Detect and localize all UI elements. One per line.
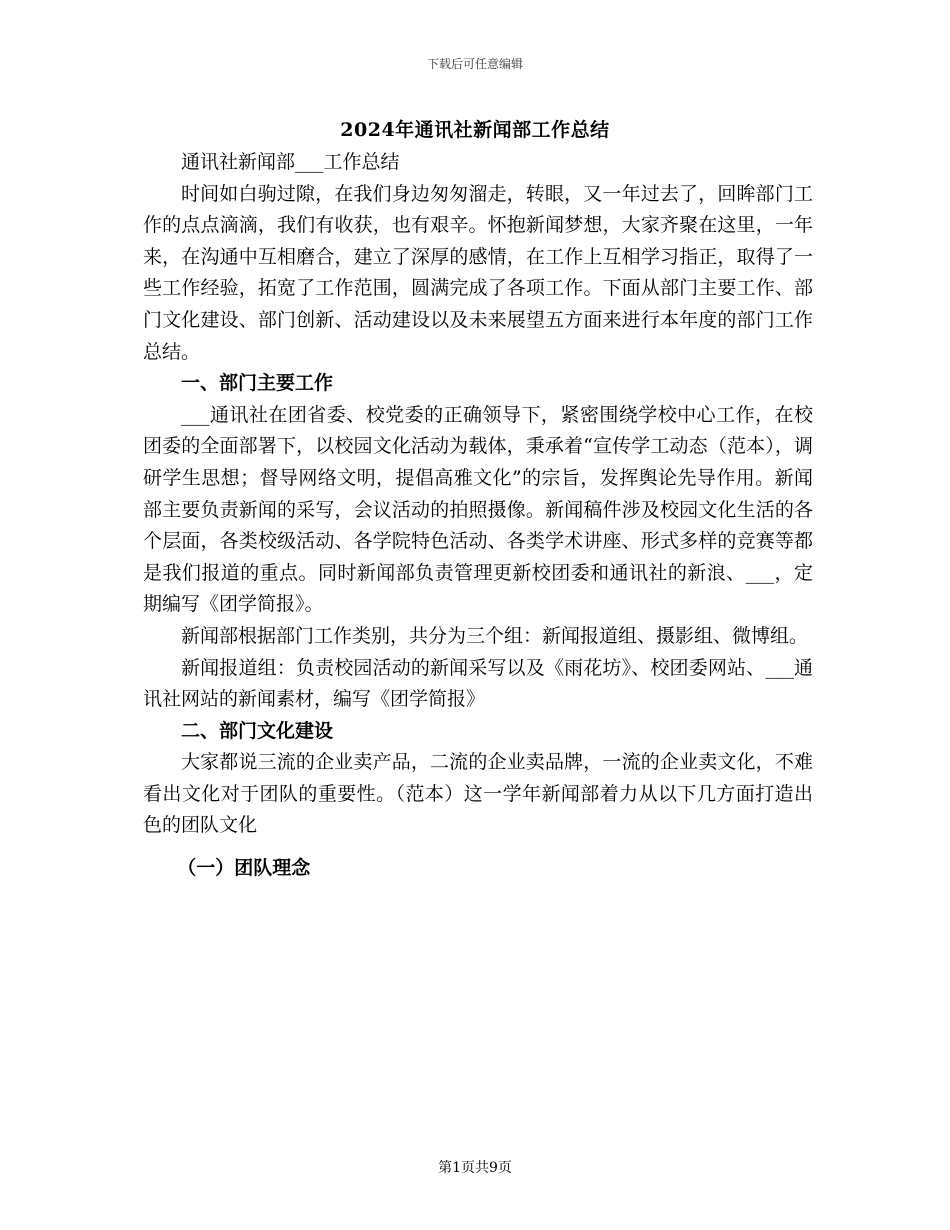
document-title: 2024年通讯社新闻部工作总结 <box>340 119 610 141</box>
section-heading-culture: 二、部门文化建设 <box>181 719 334 742</box>
intro-paragraph: 时间如白驹过隙，在我们身边匆匆溜走，转眼，又一年过去了，回眸部门工作的点点滴滴，我们有收获，也有艰辛。怀抱新闻梦想，大家齐聚在这里，一年来，在沟通中互相磨合，建立了深厚的感情，在工作上互相学习指正，取得了一些工作经验，拓宽了工作范围，圆满完成了各项工作。下面从部门主要工作、部门文化建设、部门创新、活动建设以及未来展望五方面来进行本年度的部门工作总结。 <box>143 182 813 363</box>
paragraph-groups: 新闻部根据部门工作类别，共分为三个组：新闻报道组、摄影组、微博组。 <box>181 624 809 647</box>
document-body <box>143 147 813 885</box>
page-footer: 第1页共9页 <box>438 1160 512 1176</box>
paragraph-main-work: ___通讯社在团省委、校党委的正确领导下，紧密围绕学校中心工作，在校团委的全面部署下，以校园文化活动为载体，秉承着“宣传学工动态（范本），调研学生思想；督导网络文明，提倡高雅文化”的宗旨，发挥舆论先导作用。新闻部主要负责新闻的采写，会议活动的拍照摄像。新闻稿件涉及校园文化生活的各个层面，各类校级活动、各学院特色活动、各类学术讲座、形式多样的竞赛等都是我们报道的重点。同时新闻部负责管理更新校团委和通讯社的新浪、___，定期编写《团学简报》。 <box>143 403 813 616</box>
header-note: 下载后可任意编辑 <box>426 57 523 71</box>
subheading-team-concept: （一）团队理念 <box>177 857 311 880</box>
section-heading-main-work: 一、部门主要工作 <box>181 372 334 395</box>
paragraph-culture: 大家都说三流的企业卖产品，二流的企业卖品牌，一流的企业卖文化，不难看出文化对于团队的重要性。（范本）这一学年新闻部着力从以下几方面打造出色的团队文化 <box>143 751 813 837</box>
subtitle-line: 通讯社新闻部___工作总结 <box>181 151 400 173</box>
paragraph-news-group: 新闻报道组：负责校园活动的新闻采写以及《雨花坊》、校团委网站、___通讯社网站的新闻素材，编写《团学简报》 <box>143 656 813 711</box>
